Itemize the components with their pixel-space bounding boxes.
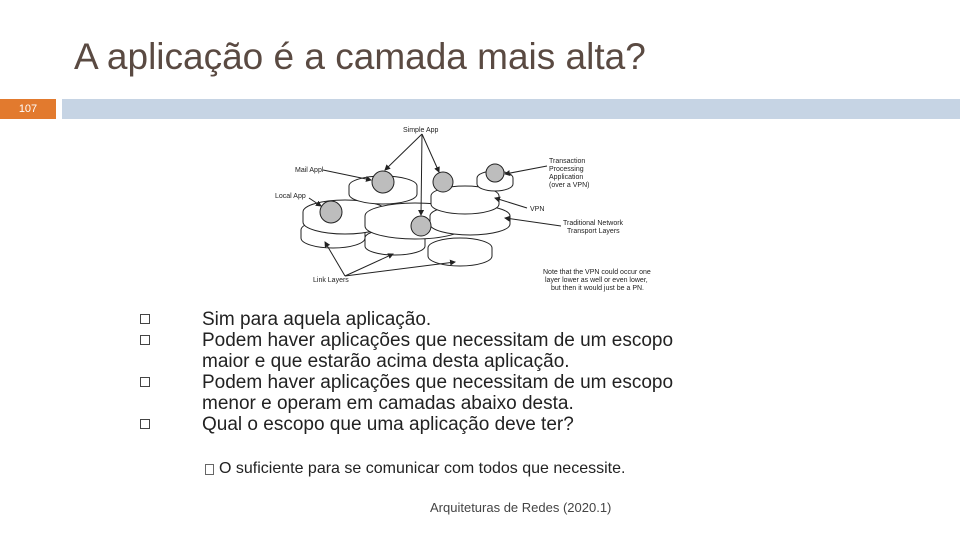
local-app-node xyxy=(320,201,342,223)
label-note-3: but then it would just be a PN. xyxy=(551,285,644,292)
bullet-item xyxy=(194,330,774,351)
header-band xyxy=(62,99,960,119)
link-layer-disc-right xyxy=(428,238,492,266)
label-transaction-1: Transaction xyxy=(549,158,586,165)
label-local-app: Local App xyxy=(275,193,306,200)
bullet-square-icon xyxy=(140,377,150,387)
sub-bullet xyxy=(219,460,625,478)
label-vpn: VPN xyxy=(530,206,545,213)
label-traditional-2: Transport Layers xyxy=(567,228,620,235)
bullet-square-icon xyxy=(140,314,150,324)
network-layers-diagram xyxy=(265,118,665,298)
label-mail-appl: Mail Appl xyxy=(295,167,324,174)
bullet-list xyxy=(194,309,774,435)
label-note-2: layer lower as well or even lower, xyxy=(545,277,648,284)
label-simple-app: Simple App xyxy=(403,127,439,134)
label-transaction-2: Processing xyxy=(549,166,584,173)
bullet-text: Qual o escopo que uma aplicação deve ter? xyxy=(202,414,574,435)
bullet-item xyxy=(194,309,774,330)
bullet-text: Podem haver aplicações que necessitam de um escopo xyxy=(202,330,674,351)
bullet-text: Podem haver aplicações que necessitam de um escopo xyxy=(202,372,674,393)
simple-app-node xyxy=(411,216,431,236)
mail-app-node xyxy=(372,171,394,193)
bullet-text: menor e operam em camadas abaixo desta. xyxy=(202,393,574,414)
transaction-app-node-1 xyxy=(433,172,453,192)
bullet-item-continuation xyxy=(194,351,774,372)
bullet-square-icon xyxy=(140,419,150,429)
transaction-app-node-2 xyxy=(486,164,504,182)
bullet-item xyxy=(194,414,774,435)
label-transaction-3: Application xyxy=(549,174,584,181)
sub-bullet-text: O suficiente para se comunicar com todos que necessite. xyxy=(219,460,626,477)
bullet-text: Sim para aquela aplicação. xyxy=(202,309,432,330)
label-traditional-1: Traditional Network xyxy=(563,220,624,227)
bullet-item xyxy=(194,372,774,393)
sub-bullet-square-icon xyxy=(205,464,214,475)
slide-title: A aplicação é a camada mais alta? xyxy=(74,36,646,77)
label-link-layers: Link Layers xyxy=(313,277,349,284)
slide-footer: Arquiteturas de Redes (2020.1) xyxy=(430,500,612,515)
bullet-text: maior e que estarão acima desta aplicação. xyxy=(202,351,570,372)
label-note-1: Note that the VPN could occur one xyxy=(543,269,651,276)
label-transaction-4: (over a VPN) xyxy=(549,182,590,189)
bullet-square-icon xyxy=(140,335,150,345)
bullet-item-continuation xyxy=(194,393,774,414)
slide-number: 107 xyxy=(18,103,38,115)
